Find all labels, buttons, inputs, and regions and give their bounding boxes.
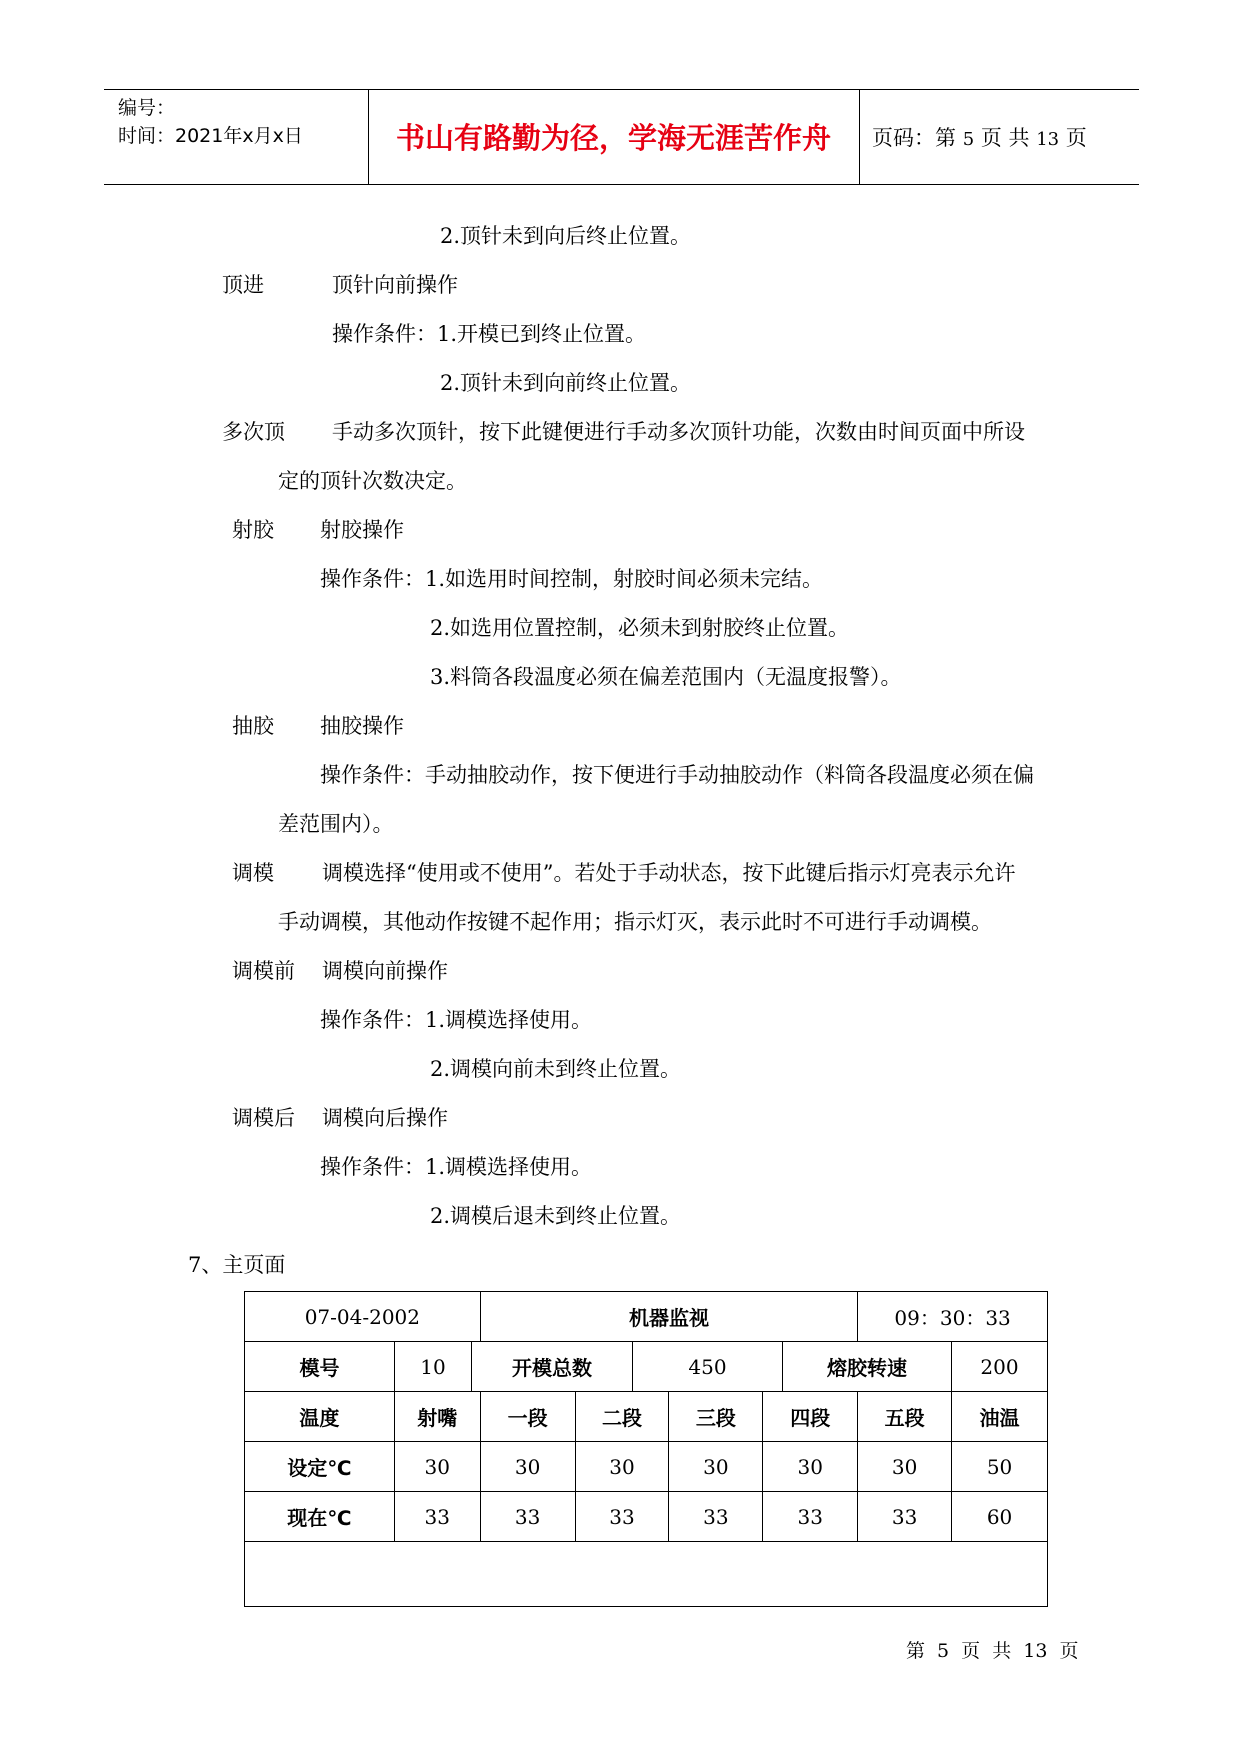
text-line: 操作条件：手动抽胶动作，按下便进行手动抽胶动作（料筒各段温度必须在偏 [320,763,1034,787]
term-desc: 顶针向前操作 [332,273,458,297]
text-line: 差范围内）。 [278,812,394,836]
melt-speed-value: 200 [980,1354,1019,1379]
header-cell: 三段 [669,1392,763,1442]
page-number: 5 [962,129,975,150]
page-total: 13 [1036,129,1060,150]
header-cell: 一段 [480,1392,575,1442]
set-temp-cell: 30 [575,1442,669,1492]
header-left [118,94,303,150]
table-row [245,1492,1048,1542]
term-desc: 手动多次顶针，按下此键便进行手动多次顶针功能，次数由时间页面中所设 [332,420,1025,444]
header-cell: 油温 [952,1392,1048,1442]
mold-label: 模号 [245,1342,395,1391]
set-temp-cell: 50 [952,1442,1048,1492]
header-motto: 书山有路勤为径，学海无涯苦作舟 [395,121,831,155]
term-label: 多次顶 [222,420,285,444]
text-line: 手动调模，其他动作按键不起作用；指示灯灭，表示此时不可进行手动调模。 [278,910,992,934]
term-label: 抽胶 [232,714,274,738]
text-line: 2.如选用位置控制，必须未到射胶终止位置。 [430,616,850,640]
current-temp-cell: 33 [480,1492,575,1542]
page-footer: 第 5 页 共 13 页 [906,1640,1079,1662]
set-temp-cell: 30 [394,1442,480,1492]
header-cell: 射嘴 [394,1392,480,1442]
text-line: 定的顶针次数决定。 [278,469,467,493]
current-temp-cell: 33 [669,1492,763,1542]
term-label: 调模前 [232,959,295,983]
mold-value: 10 [395,1342,472,1391]
open-total-label: 开模总数 [472,1342,633,1391]
text-line: 操作条件：1.如选用时间控制，射胶时间必须未完结。 [320,567,824,591]
current-temp-cell: 33 [394,1492,480,1542]
page-prefix: 页码：第 [872,126,956,150]
table-row [245,1542,1048,1607]
doc-number-label: 编号： [118,97,176,119]
current-temp-cell: 33 [763,1492,858,1542]
term-desc: 调模向前操作 [322,959,448,983]
page-mid: 页 共 [980,126,1030,150]
term-label: 调模后 [232,1106,295,1130]
text-line: 2.顶针未到向后终止位置。 [440,224,692,248]
summary-subtable [245,1342,1047,1391]
empty-cell [245,1542,1048,1607]
header-cell: 四段 [763,1392,858,1442]
text-line: 操作条件：1.开模已到终止位置。 [332,322,647,346]
term-desc: 调模选择“使用或不使用”。若处于手动状态，按下此键后指示灯亮表示允许 [322,861,1016,885]
term-label: 调模 [232,861,274,885]
text-line: 2.顶针未到向前终止位置。 [440,371,692,395]
text-line: 3.料筒各段温度必须在偏差范围内（无温度报警）。 [430,665,902,689]
monitor-title-cell: 机器监视 [480,1292,858,1342]
machine-monitor-table [244,1291,1048,1607]
current-temp-cell: 33 [575,1492,669,1542]
set-temp-cell: 30 [480,1442,575,1492]
current-temp-label: 现在℃ [245,1492,395,1542]
table-row [245,1392,1048,1442]
section-heading: 7、主页面 [188,1253,286,1277]
header-cell: 二段 [575,1392,669,1442]
doc-time-label: 时间：2021年x月x日 [118,125,303,147]
set-temp-cell: 30 [763,1442,858,1492]
text-line: 操作条件：1.调模选择使用。 [320,1155,593,1179]
header-cell: 五段 [858,1392,952,1442]
text-line: 2.调模后退未到终止位置。 [430,1204,682,1228]
table-row [245,1292,1048,1342]
term-label: 射胶 [232,518,274,542]
header-cell: 温度 [245,1392,395,1442]
current-temp-cell: 33 [858,1492,952,1542]
time-cell: 09：30：33 [858,1292,1048,1342]
term-desc: 抽胶操作 [320,714,404,738]
text-line: 2.调模向前未到终止位置。 [430,1057,682,1081]
date-cell: 07-04-2002 [245,1292,481,1342]
set-temp-label: 设定℃ [245,1442,395,1492]
header-divider [859,90,860,184]
open-total-value: 450 [633,1342,783,1391]
page-suffix: 页 [1065,126,1087,150]
current-temp-cell: 60 [952,1492,1048,1542]
page-header [104,89,1139,185]
set-temp-cell: 30 [669,1442,763,1492]
term-label: 顶进 [222,273,264,297]
melt-speed-label: 熔胶转速 [783,1342,952,1391]
term-desc: 射胶操作 [320,518,404,542]
table-row [245,1442,1048,1492]
term-desc: 调模向后操作 [322,1106,448,1130]
table-row [245,1342,1048,1392]
text-line: 操作条件：1.调模选择使用。 [320,1008,593,1032]
header-page-info [872,122,1087,152]
set-temp-cell: 30 [858,1442,952,1492]
